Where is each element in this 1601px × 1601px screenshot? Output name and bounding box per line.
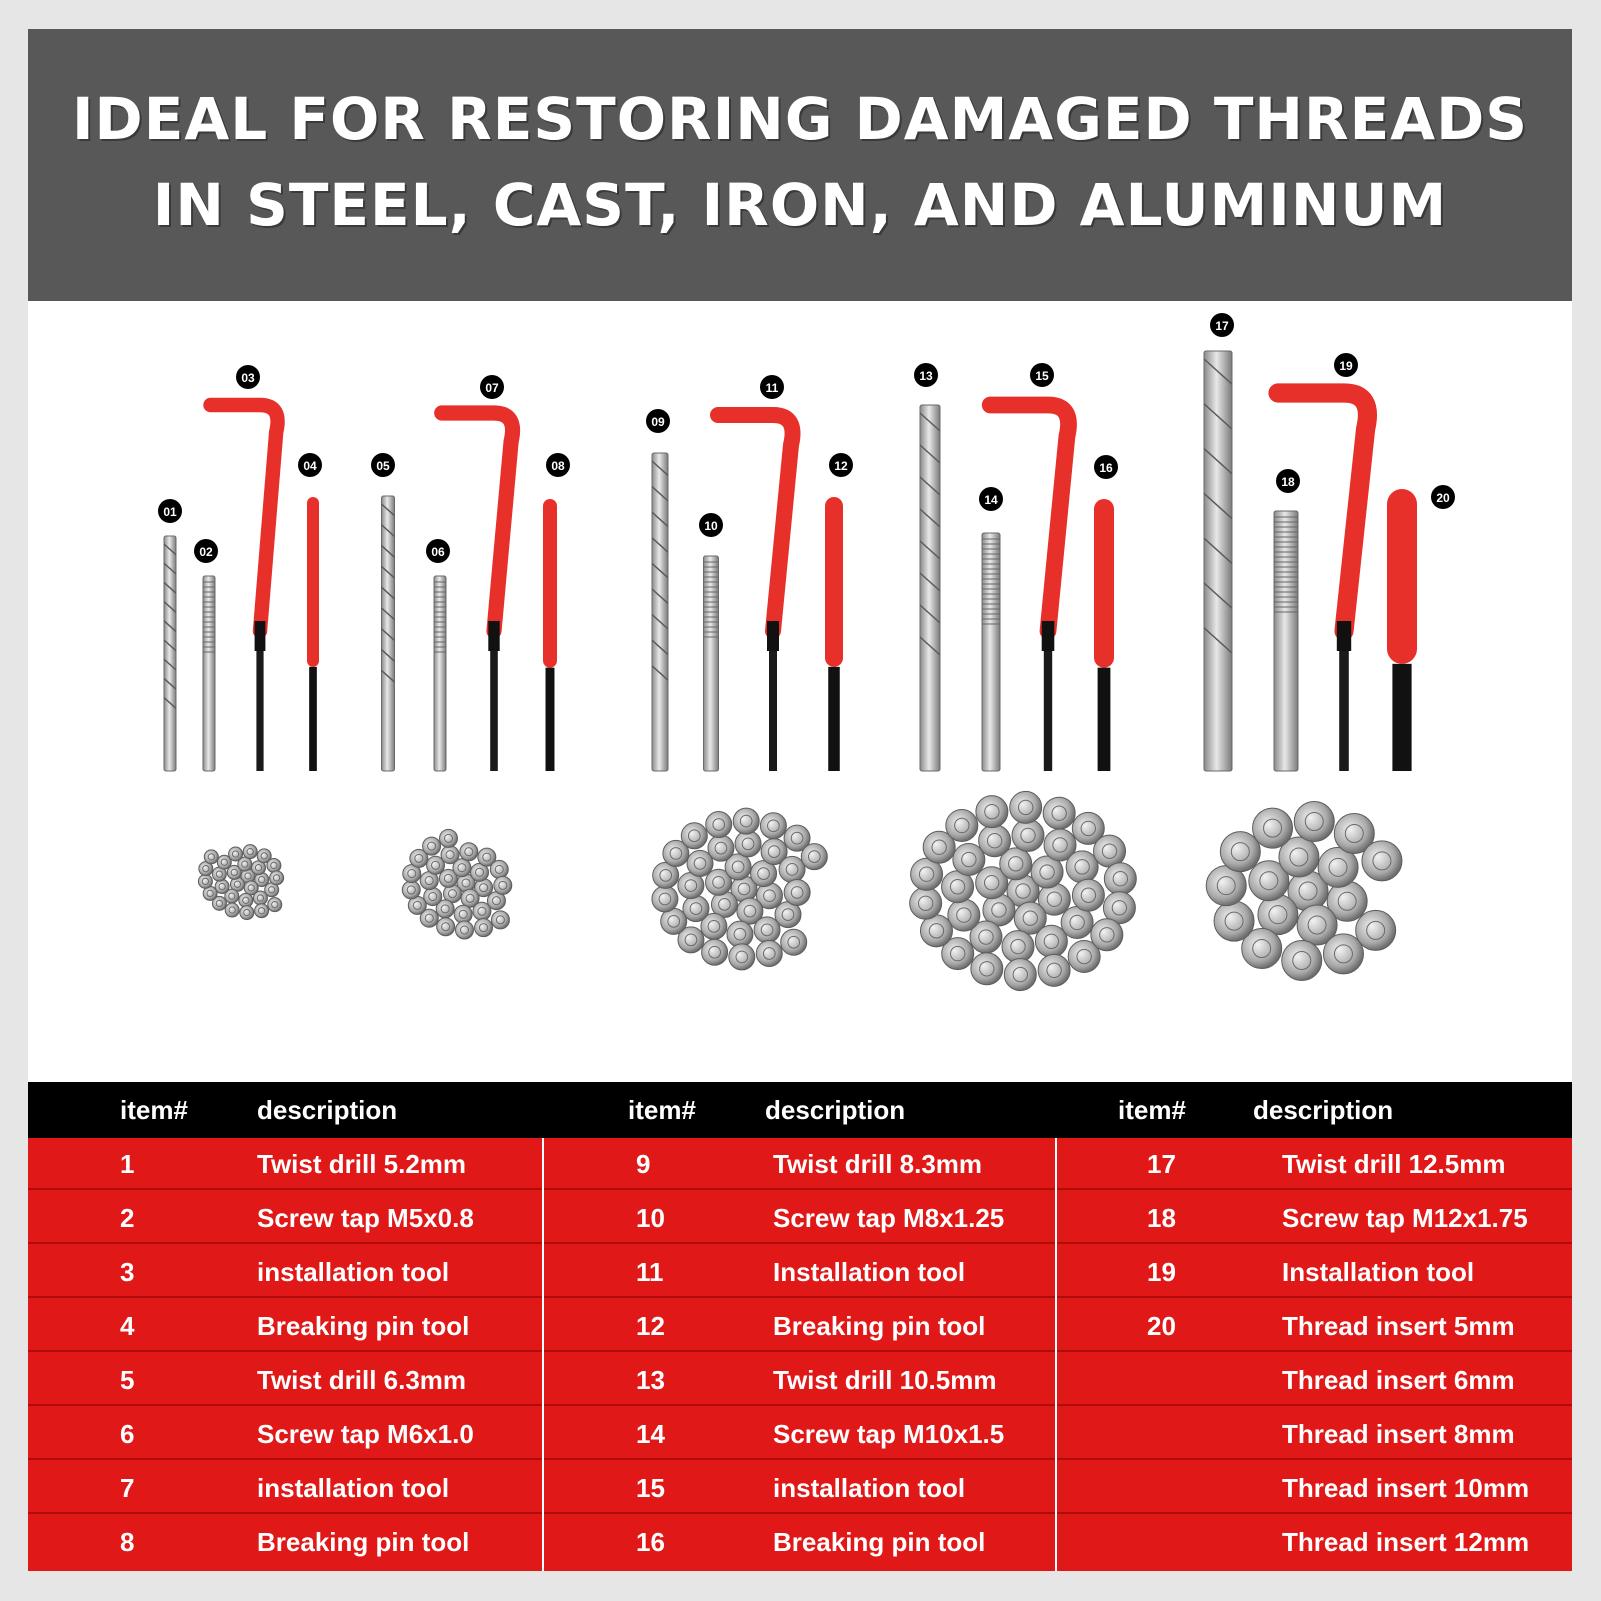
- table-row: [544, 1516, 1055, 1568]
- thread-insert: [225, 903, 239, 917]
- callout-label: 04: [303, 459, 317, 473]
- item-description: Thread insert 10mm: [1282, 1473, 1530, 1503]
- table-row: [1057, 1138, 1572, 1190]
- callout-badge-08: [546, 453, 570, 477]
- header-description-2: description: [765, 1095, 906, 1125]
- installation-tool-handle: [718, 415, 793, 631]
- table-row: [1057, 1246, 1572, 1298]
- table-row: [544, 1462, 1055, 1514]
- callout-label: 20: [1436, 491, 1450, 505]
- thread-insert: [1356, 910, 1396, 950]
- thread-insert: [652, 886, 678, 912]
- callout-label: 06: [431, 545, 445, 559]
- thread-insert: [948, 899, 980, 931]
- thread-insert: [708, 835, 734, 861]
- thread-insert: [460, 843, 478, 861]
- thread-insert: [473, 902, 491, 920]
- header-item-2: item#: [628, 1095, 696, 1125]
- item-description: Installation tool: [1282, 1257, 1475, 1287]
- table-row: [1057, 1516, 1572, 1568]
- table-row: [1057, 1462, 1572, 1514]
- thread-insert: [681, 823, 707, 849]
- product-infographic: [28, 29, 1572, 1571]
- table-row: [1057, 1408, 1572, 1460]
- table-column-2: [544, 1138, 1055, 1571]
- table-column-1: [28, 1138, 542, 1571]
- table-row: [28, 1300, 542, 1352]
- callout-badge-16: [1094, 455, 1118, 479]
- thread-insert: [1294, 802, 1334, 842]
- thread-insert: [1220, 832, 1260, 872]
- callout-label: 14: [984, 493, 998, 507]
- callout-badge-15: [1030, 363, 1054, 387]
- table-row: [28, 1246, 542, 1298]
- item-number: 18: [1147, 1203, 1176, 1233]
- breaking-pin-handle: [1094, 499, 1114, 668]
- installation-tool-collar: [1337, 621, 1351, 651]
- thread-insert: [1282, 940, 1322, 980]
- callout-label: 19: [1339, 359, 1353, 373]
- screw-tap: [704, 556, 719, 771]
- screw-tap: [1274, 511, 1298, 771]
- item-number: 1: [120, 1149, 135, 1179]
- thread-insert: [760, 813, 786, 839]
- table-row: [544, 1300, 1055, 1352]
- item-number: 12: [636, 1311, 665, 1341]
- thread-insert: [754, 917, 780, 943]
- item-description: Screw tap M12x1.75: [1282, 1203, 1528, 1233]
- twist-drill: [1204, 351, 1232, 771]
- thread-insert: [255, 904, 269, 918]
- thread-insert: [243, 845, 257, 859]
- installation-tool-handle: [990, 405, 1068, 631]
- breaking-pin-handle: [1387, 489, 1417, 664]
- item-description: Thread insert 12mm: [1282, 1527, 1530, 1557]
- breaking-pin-handle: [307, 497, 319, 667]
- thread-insert: [439, 829, 457, 847]
- thread-insert: [1035, 925, 1067, 957]
- callout-label: 01: [163, 505, 177, 519]
- screw-tap: [434, 576, 446, 771]
- item-description: installation tool: [773, 1473, 966, 1503]
- callout-badge-13: [914, 363, 938, 387]
- thread-insert: [1214, 901, 1254, 941]
- thread-insert: [706, 812, 732, 838]
- thread-insert: [270, 871, 284, 885]
- callout-badge-18: [1276, 469, 1300, 493]
- callout-badge-01: [158, 499, 182, 523]
- breaking-pin-shaft: [828, 667, 840, 771]
- thread-insert: [253, 891, 267, 905]
- thread-insert: [1253, 808, 1293, 848]
- table-row: [28, 1192, 542, 1244]
- installation-tool-handle: [442, 413, 513, 631]
- item-number: 9: [636, 1149, 651, 1179]
- thread-insert: [729, 944, 755, 970]
- callout-badge-07: [480, 375, 504, 399]
- thread-insert: [1004, 959, 1036, 991]
- twist-drill: [652, 453, 668, 771]
- item-description: Breaking pin tool: [773, 1311, 986, 1341]
- thread-insert: [1012, 819, 1044, 851]
- callout-badge-09: [646, 409, 670, 433]
- callout-label: 15: [1035, 369, 1049, 383]
- breaking-pin-shaft: [546, 668, 555, 771]
- table-column-3: [1057, 1138, 1572, 1571]
- thread-insert: [976, 796, 1008, 828]
- table-row: [28, 1354, 542, 1406]
- banner-headline-line-1: IDEAL FOR RESTORING DAMAGED THREADS: [71, 85, 1529, 153]
- thread-insert: [727, 921, 753, 947]
- twist-drill: [382, 496, 395, 771]
- thread-insert: [198, 874, 212, 888]
- thread-insert: [735, 831, 761, 857]
- item-description: Breaking pin tool: [257, 1527, 470, 1557]
- breaking-pin-shaft: [1392, 664, 1411, 771]
- callout-label: 16: [1099, 461, 1113, 475]
- callout-label: 03: [241, 371, 255, 385]
- thread-insert: [784, 879, 810, 905]
- installation-tool-shaft: [490, 651, 498, 771]
- item-number: 2: [120, 1203, 135, 1233]
- thread-insert: [402, 881, 420, 899]
- item-description: Breaking pin tool: [257, 1311, 470, 1341]
- thread-insert: [423, 837, 441, 855]
- thread-insert: [1010, 791, 1042, 823]
- table-row: [28, 1516, 542, 1568]
- table-row: [1057, 1192, 1572, 1244]
- item-number: 13: [636, 1365, 665, 1395]
- item-description: Screw tap M8x1.25: [773, 1203, 1005, 1233]
- thread-insert: [454, 905, 472, 923]
- parts-drawing: [28, 301, 1572, 1081]
- table-row: [544, 1408, 1055, 1460]
- table-row: [544, 1138, 1055, 1190]
- item-description: Installation tool: [773, 1257, 966, 1287]
- table-row: [1057, 1354, 1572, 1406]
- table-row: [544, 1246, 1055, 1298]
- item-description: Thread insert 5mm: [1282, 1311, 1515, 1341]
- item-description: Thread insert 6mm: [1282, 1365, 1515, 1395]
- thread-insert: [1002, 931, 1034, 963]
- item-number: 17: [1147, 1149, 1176, 1179]
- thread-insert: [491, 911, 509, 929]
- item-description: Screw tap M5x0.8: [257, 1203, 474, 1233]
- header-item-1: item#: [120, 1095, 188, 1125]
- callout-label: 12: [834, 459, 848, 473]
- thread-insert: [441, 846, 459, 864]
- item-description: Twist drill 10.5mm: [773, 1365, 997, 1395]
- item-number: 5: [120, 1365, 135, 1395]
- item-description: installation tool: [257, 1257, 450, 1287]
- thread-insert: [781, 929, 807, 955]
- callout-badge-19: [1334, 353, 1358, 377]
- thread-insert: [1091, 919, 1123, 951]
- twist-drill: [164, 536, 176, 771]
- installation-tool-collar: [488, 621, 499, 651]
- callout-badge-11: [760, 375, 784, 399]
- installation-tool-collar: [767, 621, 779, 651]
- callout-badge-12: [829, 453, 853, 477]
- thread-insert: [702, 939, 728, 965]
- header-description-1: description: [257, 1095, 398, 1125]
- breaking-pin-shaft: [309, 667, 317, 771]
- callout-badge-02: [194, 539, 218, 563]
- header-item-3: item#: [1118, 1095, 1186, 1125]
- thread-insert: [779, 856, 805, 882]
- thread-insert: [490, 860, 508, 878]
- item-number: 3: [120, 1257, 135, 1287]
- item-description: Breaking pin tool: [773, 1527, 986, 1557]
- item-number: 7: [120, 1473, 135, 1503]
- tool-parts-illustration: [28, 301, 1572, 1111]
- thread-insert: [240, 906, 254, 920]
- parts-table: [28, 1082, 1572, 1571]
- item-description: Screw tap M6x1.0: [257, 1419, 474, 1449]
- callout-badge-06: [426, 539, 450, 563]
- item-number: 10: [636, 1203, 665, 1233]
- thread-insert: [229, 847, 243, 861]
- thread-insert: [268, 898, 282, 912]
- item-description: Twist drill 6.3mm: [257, 1365, 467, 1395]
- header-description-3: description: [1253, 1095, 1394, 1125]
- item-number: 16: [636, 1527, 665, 1557]
- callout-label: 17: [1215, 319, 1229, 333]
- thread-insert: [494, 876, 512, 894]
- item-description: Twist drill 8.3mm: [773, 1149, 983, 1179]
- thread-insert: [1066, 851, 1098, 883]
- installation-tool-shaft: [256, 651, 263, 771]
- callout-badge-20: [1431, 485, 1455, 509]
- callout-label: 10: [704, 519, 718, 533]
- screw-tap: [203, 576, 215, 771]
- thread-insert: [979, 825, 1011, 857]
- callout-badge-14: [979, 487, 1003, 511]
- thread-insert: [1362, 841, 1402, 881]
- item-number: 11: [636, 1257, 664, 1287]
- table-body: [28, 1138, 1572, 1571]
- table-row: [28, 1462, 542, 1514]
- installation-tool-collar: [1042, 621, 1055, 651]
- installation-tool-shaft: [1339, 651, 1349, 771]
- table-row: [28, 1408, 542, 1460]
- thread-insert: [1104, 863, 1136, 895]
- callout-label: 05: [376, 459, 390, 473]
- callout-label: 08: [551, 459, 565, 473]
- thread-insert: [1072, 879, 1104, 911]
- thread-insert: [1043, 797, 1075, 829]
- thread-insert: [971, 953, 1003, 985]
- callout-label: 09: [651, 415, 665, 429]
- title-banner: [28, 29, 1572, 301]
- item-description: Thread insert 8mm: [1282, 1419, 1515, 1449]
- item-number: 6: [120, 1419, 135, 1449]
- table-row: [544, 1192, 1055, 1244]
- banner-headline-line-2: IN STEEL, CAST, IRON, AND ALUMINUM: [152, 171, 1448, 239]
- thread-insert: [204, 850, 218, 864]
- breaking-pin-shaft: [1098, 668, 1111, 771]
- thread-insert: [733, 808, 759, 834]
- callout-badge-10: [699, 513, 723, 537]
- item-number: 8: [120, 1527, 135, 1557]
- item-number: 14: [636, 1419, 665, 1449]
- installation-tool-shaft: [769, 651, 777, 771]
- thread-insert: [910, 887, 942, 919]
- item-number: 4: [120, 1311, 135, 1341]
- breaking-pin-handle: [825, 497, 843, 667]
- thread-insert: [1038, 954, 1070, 986]
- thread-insert: [756, 940, 782, 966]
- item-description: Twist drill 5.2mm: [257, 1149, 467, 1179]
- table-row: [28, 1138, 542, 1190]
- breaking-pin-handle: [543, 499, 557, 668]
- callout-badge-05: [371, 453, 395, 477]
- callout-badge-04: [298, 453, 322, 477]
- thread-insert: [1323, 934, 1363, 974]
- table-header: [28, 1082, 1572, 1138]
- thread-insert: [475, 919, 493, 937]
- thread-insert: [683, 896, 709, 922]
- callout-label: 07: [485, 381, 499, 395]
- callout-label: 02: [199, 545, 213, 559]
- callout-label: 13: [919, 369, 933, 383]
- item-number: 20: [1147, 1311, 1176, 1341]
- installation-tool-shaft: [1044, 651, 1052, 771]
- thread-insert: [946, 809, 978, 841]
- item-description: installation tool: [257, 1473, 450, 1503]
- thread-insert: [267, 858, 281, 872]
- callout-label: 18: [1281, 475, 1295, 489]
- thread-insert: [437, 918, 455, 936]
- installation-tool-handle: [211, 405, 278, 631]
- item-description: Twist drill 12.5mm: [1282, 1149, 1506, 1179]
- item-number: 15: [636, 1473, 665, 1503]
- thread-insert: [455, 921, 473, 939]
- table-row: [1057, 1300, 1572, 1352]
- table-row: [544, 1354, 1055, 1406]
- item-description: Screw tap M10x1.5: [773, 1419, 1005, 1449]
- thread-insert: [801, 844, 827, 870]
- callout-badge-17: [1210, 313, 1234, 337]
- callout-badge-03: [236, 365, 260, 389]
- item-number: 19: [1147, 1257, 1176, 1287]
- installation-tool-collar: [255, 621, 266, 651]
- callout-label: 11: [765, 381, 779, 395]
